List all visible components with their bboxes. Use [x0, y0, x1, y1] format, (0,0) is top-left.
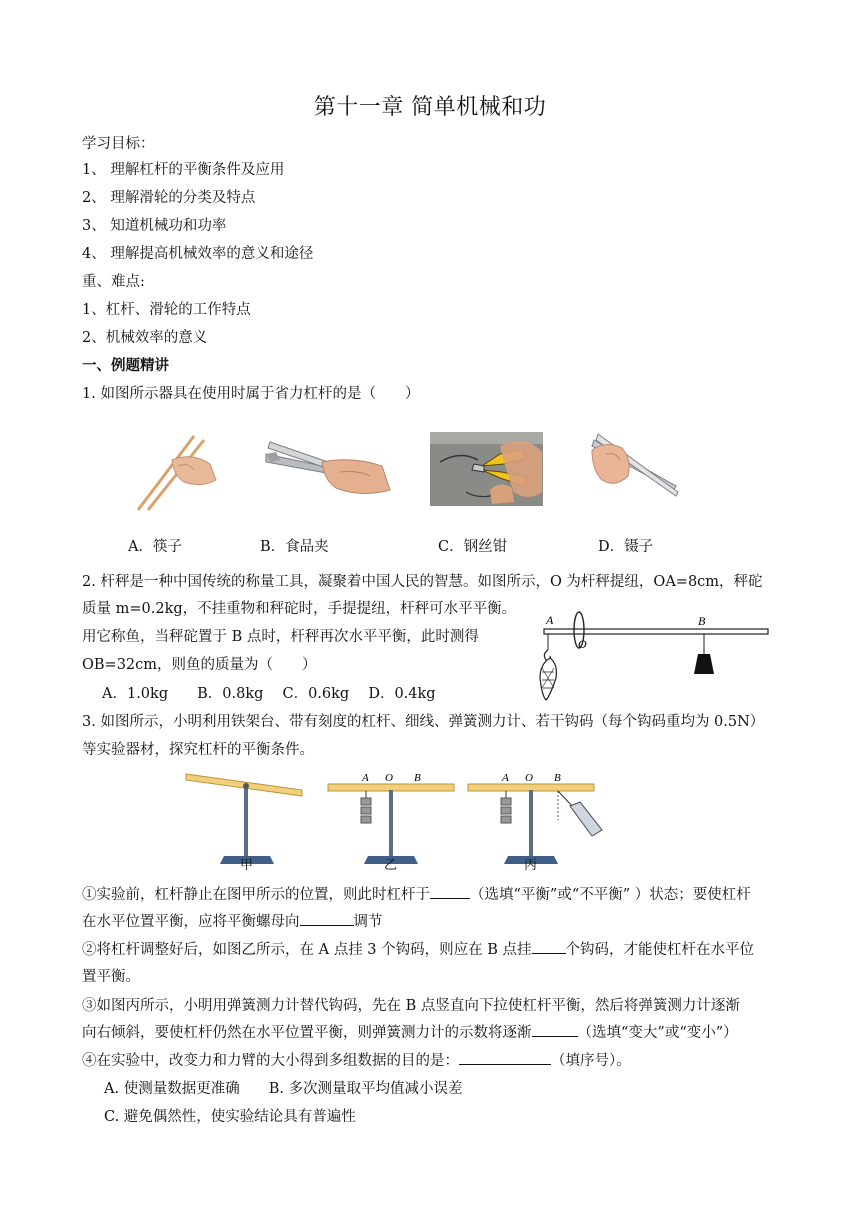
q3-sub3: ③如图丙所示，小明用弹簧测力计替代钩码，先在 B 点竖直向下拉使杠杆平衡，然后将弹簧测力计逐渐 — [82, 998, 740, 1014]
q3-sub1 — [82, 884, 751, 906]
q3-sub1-cont — [82, 911, 383, 933]
goal-item: 1、 理解杠杆的平衡条件及应用 — [82, 162, 285, 178]
q3-sub1-text: ①实验前，杠杆静止在图甲所示的位置，则此时杠杆于 — [82, 887, 430, 903]
steelyard-figure — [536, 608, 772, 704]
q3-sub4 — [82, 1050, 631, 1072]
key-point: 2、机械效率的意义 — [82, 330, 208, 346]
label-a: A — [546, 613, 554, 627]
q2-options: A．1.0kg B．0.8kg C．0.6kg D．0.4kg — [102, 686, 436, 702]
label-a: A — [502, 772, 509, 784]
lever-figure-jia — [182, 768, 312, 872]
label-o: O — [525, 772, 533, 784]
answer-blank[interactable] — [430, 884, 470, 899]
q3-sub2-cont: 置平衡。 — [82, 969, 140, 985]
q3-sub1-text: 调节 — [353, 914, 383, 930]
q3-sub3-text: （选填“变大”或“变小”） — [577, 1025, 738, 1041]
chapter-title: 第十一章 简单机械和功 — [313, 95, 547, 120]
q1-option-c: C．钢丝钳 — [438, 539, 508, 555]
key-point: 1、杠杆、滑轮的工作特点 — [82, 302, 251, 318]
label-a: A — [362, 772, 369, 784]
q1-stem: 1. 如图所示器具在使用时属于省力杠杆的是（ ） — [82, 386, 420, 402]
label-b: B — [554, 772, 561, 784]
goal-item: 3、 知道机械功和功率 — [82, 218, 227, 234]
section-heading: 一、例题精讲 — [82, 357, 169, 374]
tweezers-icon — [588, 430, 680, 508]
label-o: O — [578, 637, 587, 651]
food-tongs-icon — [262, 432, 392, 504]
q1-option-d: D．镊子 — [598, 539, 654, 555]
answer-blank[interactable] — [459, 1050, 551, 1065]
goal-item: 2、 理解滑轮的分类及特点 — [82, 190, 256, 206]
answer-blank[interactable] — [300, 911, 354, 926]
q2-line: OB=32cm，则鱼的质量为（ ） — [82, 657, 317, 673]
q3-line: 3. 如图所示，小明利用铁架台、带有刻度的杠杆、细线、弹簧测力计、若干钩码（每个钩码重均为 0.5N） — [82, 714, 765, 730]
caption-yi: 乙 — [384, 858, 398, 873]
q3-line: 等实验器材，探究杠杆的平衡条件。 — [82, 742, 314, 758]
label-o: O — [385, 772, 393, 784]
goals-heading: 学习目标： — [82, 136, 155, 152]
answer-blank[interactable] — [532, 939, 566, 954]
key-heading: 重、难点: — [82, 274, 145, 290]
goal-item: 4、 理解提高机械效率的意义和途径 — [82, 246, 314, 262]
label-b: B — [698, 614, 706, 628]
q2-line: 用它称鱼，当秤砣置于 B 点时，杆秤再次水平平衡，此时测得 — [82, 629, 479, 645]
q3-sub1-text: 在水平位置平衡，应将平衡螺母向 — [82, 914, 300, 930]
q3-sub2 — [82, 939, 754, 961]
caption-bing: 丙 — [524, 858, 538, 873]
lever-figure-yi — [322, 768, 460, 872]
q3-sub3-cont — [82, 1022, 738, 1044]
label-b: B — [414, 772, 421, 784]
q1-option-b: B．食品夹 — [260, 539, 329, 555]
q1-option-a: A．筷子 — [128, 539, 182, 555]
q3-options-ab: A. 使测量数据更准确 B. 多次测量取平均值减小误差 — [104, 1081, 463, 1097]
q3-option-c: C. 避免偶然性，使实验结论具有普遍性 — [104, 1109, 356, 1125]
q2-line: 2. 杆秤是一种中国传统的称量工具，凝聚着中国人民的智慧。如图所示，O 为杆秤提纽，OA=8cm，秤砣 — [82, 574, 763, 590]
q3-sub4-text: ④在实验中，改变力和力臂的大小得到多组数据的目的是： — [82, 1053, 459, 1069]
q2-line: 质量 m=0.2kg，不挂重物和秤砣时，手提提纽，杆秤可水平平衡。 — [82, 601, 517, 617]
q3-sub3-text: 向右倾斜，要使杠杆仍然在水平位置平衡，则弹簧测力计的示数将逐渐 — [82, 1025, 532, 1041]
lever-figure-bing — [462, 768, 612, 872]
wire-pliers-icon — [430, 432, 543, 506]
q3-sub2-text: 个钩码，才能使杠杆在水平位 — [565, 942, 755, 958]
chopsticks-icon — [132, 430, 220, 512]
caption-jia: 甲 — [240, 858, 254, 873]
answer-blank[interactable] — [532, 1022, 578, 1037]
q3-sub2-text: ②将杠杆调整好后，如图乙所示，在 A 点挂 3 个钩码，则应在 B 点挂 — [82, 942, 532, 958]
q3-sub1-text: （选填“平衡”或“不平衡” ）状态；要使杠杆 — [470, 887, 751, 903]
q3-sub4-text: （填序号）。 — [551, 1053, 631, 1069]
